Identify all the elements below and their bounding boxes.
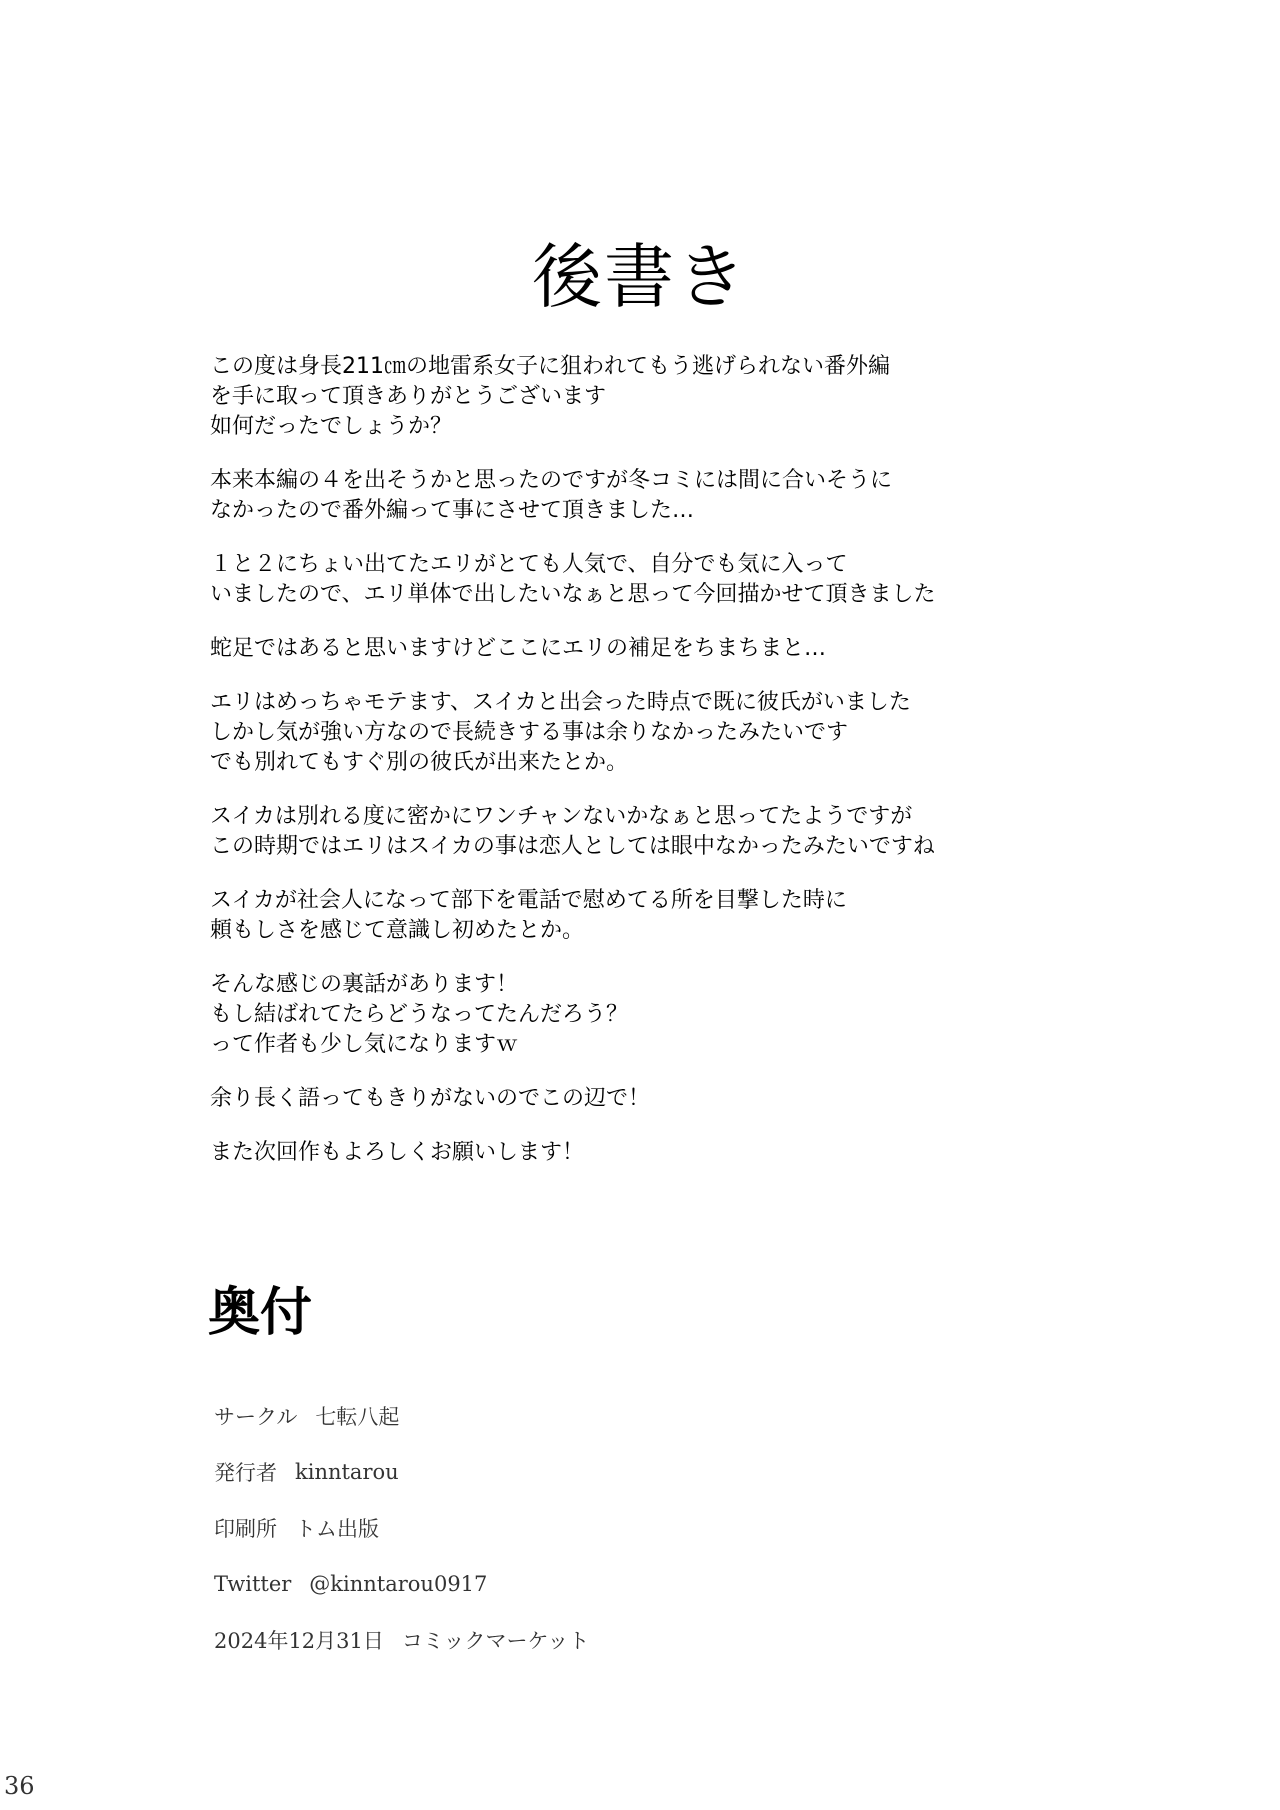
paragraph-eri-popularity <box>210 550 1210 610</box>
paragraph-greeting <box>210 352 1210 442</box>
publication-date: 2024年12月31日 <box>214 1629 384 1653</box>
colophon-title: 奥付 <box>208 1283 313 1344</box>
text-line: なかったので番外編って事にさせて頂きました… <box>210 498 695 523</box>
text-line: を手に取って頂きありがとうございます <box>210 384 607 409</box>
publisher-label: 発行者 <box>214 1461 277 1485</box>
paragraph-supplement-intro <box>210 634 1210 664</box>
circle-value: 七転八起 <box>315 1405 400 1429</box>
colophon-printer-row <box>214 1500 589 1556</box>
text-line: もし結ばれてたらどうなってたんだろう？ <box>210 1002 629 1027</box>
paragraph-turning-point <box>210 886 1210 946</box>
text-line: また次回作もよろしくお願いします！ <box>210 1140 585 1165</box>
page-number: 36 <box>4 1772 35 1800</box>
printer-value: トム出版 <box>295 1517 379 1541</box>
colophon-twitter-row <box>214 1556 589 1612</box>
text-line: 如何だったでしょうか？ <box>210 414 453 439</box>
circle-label: サークル <box>214 1405 298 1429</box>
text-line: いましたので、エリ単体で出したいなぁと思って今回描かせて頂きました <box>210 582 936 607</box>
paragraph-eri-details <box>210 688 1210 778</box>
text-line: そんな感じの裏話があります！ <box>210 972 519 997</box>
colophon-circle-row <box>214 1388 589 1444</box>
text-line: って作者も少し気になりますｗ <box>210 1032 519 1057</box>
text-line: でも別れてもすぐ別の彼氏が出来たとか。 <box>210 750 629 775</box>
paragraph-behind-story <box>210 970 1210 1060</box>
colophon-date-row <box>214 1612 589 1668</box>
printer-label: 印刷所 <box>214 1517 277 1541</box>
text-line: スイカは別れる度に密かにワンチャンないかなぁと思ってたようですが <box>210 804 913 829</box>
text-line: この時期ではエリはスイカの事は恋人としては眼中なかったみたいですね <box>210 834 935 859</box>
paragraph-suika-feelings <box>210 802 1210 862</box>
paragraph-closing <box>210 1084 1210 1114</box>
text-line: この度は身長211㎝の地雷系女子に狙われてもう逃げられない番外編 <box>210 354 890 379</box>
paragraph-background <box>210 466 1210 526</box>
text-line: 蛇足ではあると思いますけどここにエリの補足をちまちまと… <box>210 636 827 661</box>
text-line: スイカが社会人になって部下を電話で慰めてる所を目撃した時に <box>210 888 847 913</box>
colophon-info <box>214 1388 589 1668</box>
text-line: エリはめっちゃモテます、スイカと出会った時点で既に彼氏がいました <box>210 690 911 715</box>
twitter-handle: @kinntarou0917 <box>309 1572 488 1596</box>
afterword-title: 後書き <box>532 235 748 318</box>
paragraph-farewell <box>210 1138 1210 1168</box>
text-line: しかし気が強い方なので長続きする事は余りなかったみたいです <box>210 720 849 745</box>
afterword-body <box>210 352 1210 1192</box>
text-line: 頼もしさを感じて意識し初めたとか。 <box>210 918 585 943</box>
text-line: 余り長く語ってもきりがないのでこの辺で！ <box>210 1086 651 1111</box>
event-name: コミックマーケット <box>401 1629 590 1653</box>
twitter-label: Twitter <box>214 1572 292 1596</box>
publisher-value: kinntarou <box>295 1460 399 1484</box>
colophon-publisher-row <box>214 1444 589 1500</box>
text-line: １と２にちょい出てたエリがとても人気で、自分でも気に入って <box>210 552 848 577</box>
text-line: 本来本編の４を出そうかと思ったのですが冬コミには間に合いそうに <box>210 468 893 493</box>
